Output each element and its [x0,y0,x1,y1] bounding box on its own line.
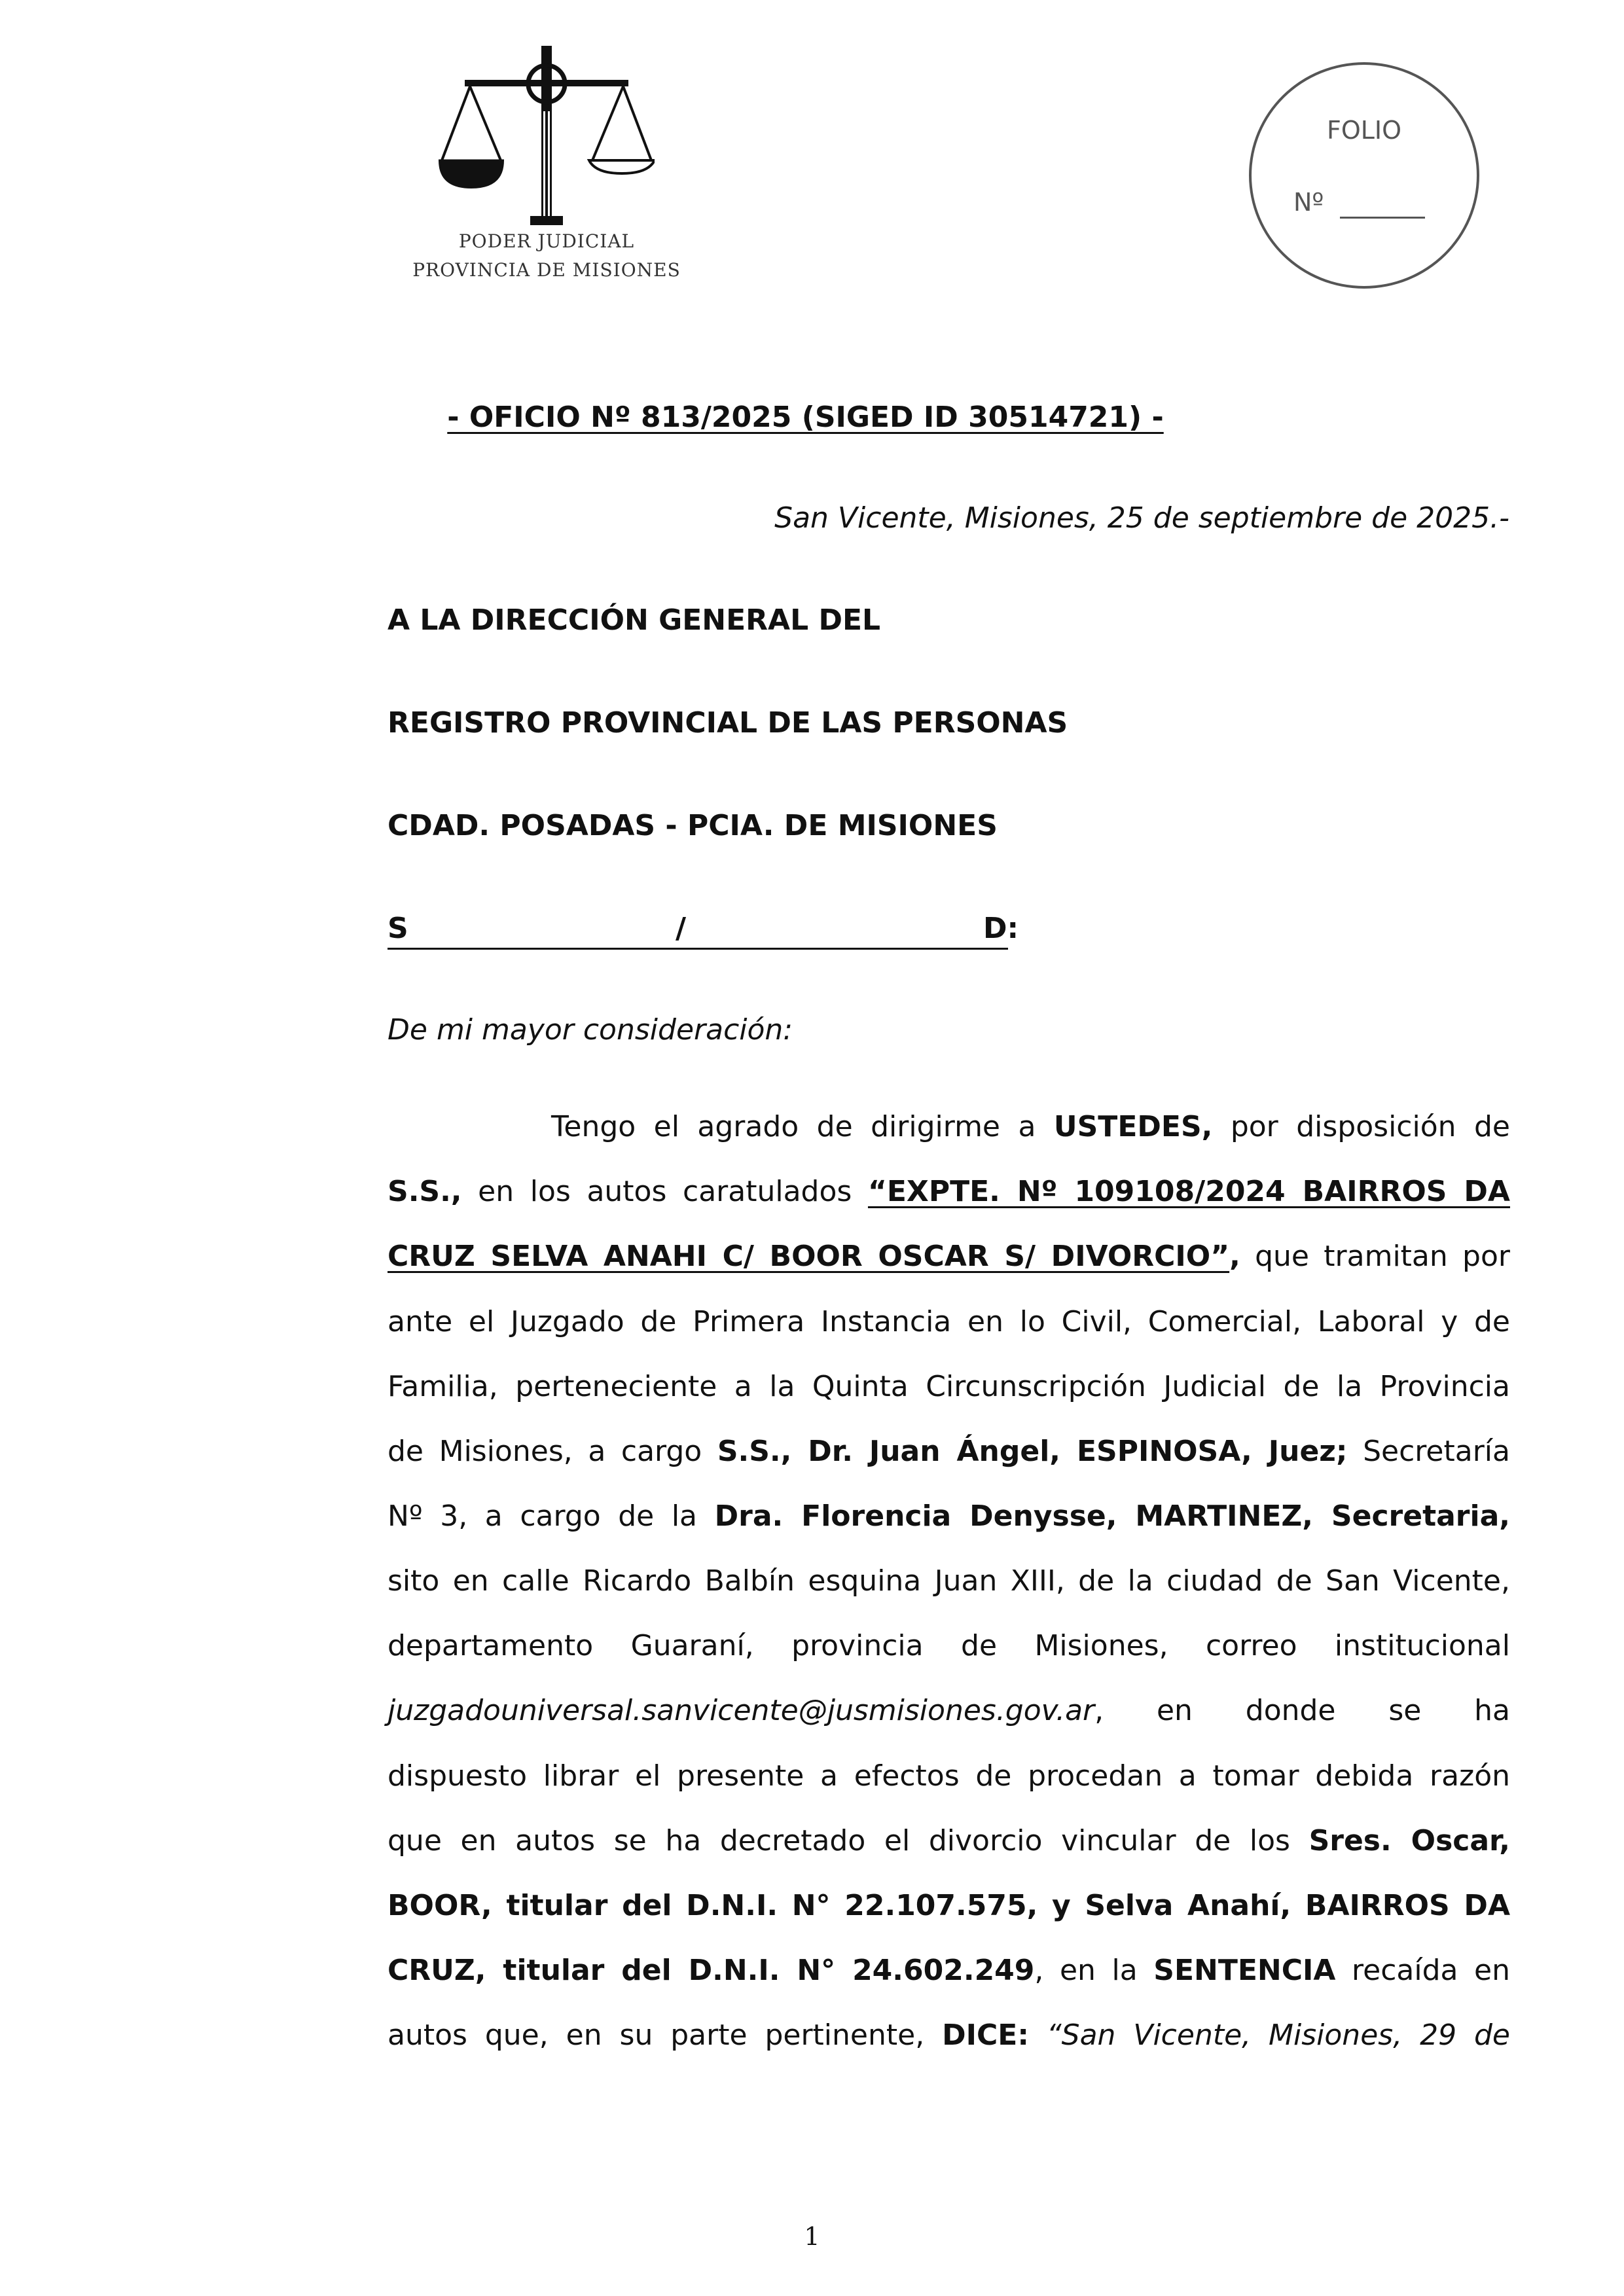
scales-of-justice-icon [439,39,655,229]
document-title [0,401,1624,434]
body-line-14: CRUZ, titular del D.N.I. N° 24.602.249, en la SENTENCIA recaída en [388,1954,1511,1987]
body-line-8: sito en calle Ricardo Balbín esquina Juan XIII, de la ciudad de San Vicente, [388,1564,1510,1598]
folio-number-label: Nº [1293,188,1324,217]
body-line-15: autos que, en su parte pertinente, DICE: “San Vicente, Misiones, 29 de [388,2018,1510,2052]
body-line-7: Nº 3, a cargo de la Dra. Florencia Denysse, MARTINEZ, Secretaria, [388,1499,1510,1533]
body-line-11: dispuesto librar el presente a efectos de procedan a tomar debida razón [388,1759,1510,1793]
sd-underline [388,948,1008,950]
folio-label: FOLIO [1326,116,1402,145]
folio-number-blank [1340,217,1425,219]
court-email: juzgadouniversal.sanvicente@jusmisiones.gov.ar [388,1694,1095,1727]
sd-slash: / [676,912,687,945]
body-line-2: S.S., en los autos caratulados “EXPTE. Nº 109108/2024 BAIRROS DA [388,1175,1510,1208]
body-line-10: juzgadouniversal.sanvicente@jusmisiones.gov.ar, en donde se ha [388,1694,1510,1727]
body-line-13: BOOR, titular del D.N.I. N° 22.107.575, y Selva Anahí, BAIRROS DA [388,1889,1510,1922]
page-number: 1 [804,2222,820,2251]
sd-s: S [388,912,408,945]
sd-d: D: [983,912,1019,945]
folio-stamp [1249,62,1479,289]
seal-caption-line2: PROVINCIA DE MISIONES [412,259,681,281]
date-line: San Vicente, Misiones, 25 de septiembre de 2025.- [774,501,1509,535]
judicial-seal [393,39,700,301]
body-line-1: Tengo el agrado de dirigirme a USTEDES, por disposición de [551,1110,1510,1143]
greeting: De mi mayor consideración: [388,1013,793,1047]
addressee-line3: CDAD. POSADAS - PCIA. DE MISIONES [388,809,998,842]
addressee-line1: A LA DIRECCIÓN GENERAL DEL [388,603,881,637]
sd-salutation [388,912,1019,950]
oficio-number: - OFICIO Nº 813/2025 (SIGED ID 30514721) - [447,401,1164,434]
addressee-line2: REGISTRO PROVINCIAL DE LAS PERSONAS [388,706,1068,740]
seal-caption-line1: PODER JUDICIAL [458,230,635,252]
body-line-6: de Misiones, a cargo S.S., Dr. Juan Ángel, ESPINOSA, Juez; Secretaría [388,1435,1510,1468]
body-line-5: Familia, perteneciente a la Quinta Circunscripción Judicial de la Provincia [388,1370,1510,1403]
body-line-4: ante el Juzgado de Primera Instancia en lo Civil, Comercial, Laboral y de [388,1305,1510,1338]
body-line-3: CRUZ SELVA ANAHI C/ BOOR OSCAR S/ DIVORCIO”, que tramitan por [388,1240,1510,1273]
body-line-12: que en autos se ha decretado el divorcio vincular de los Sres. Oscar, [388,1824,1510,1857]
body-line-9: departamento Guaraní, provincia de Misiones, correo institucional [388,1629,1510,1662]
